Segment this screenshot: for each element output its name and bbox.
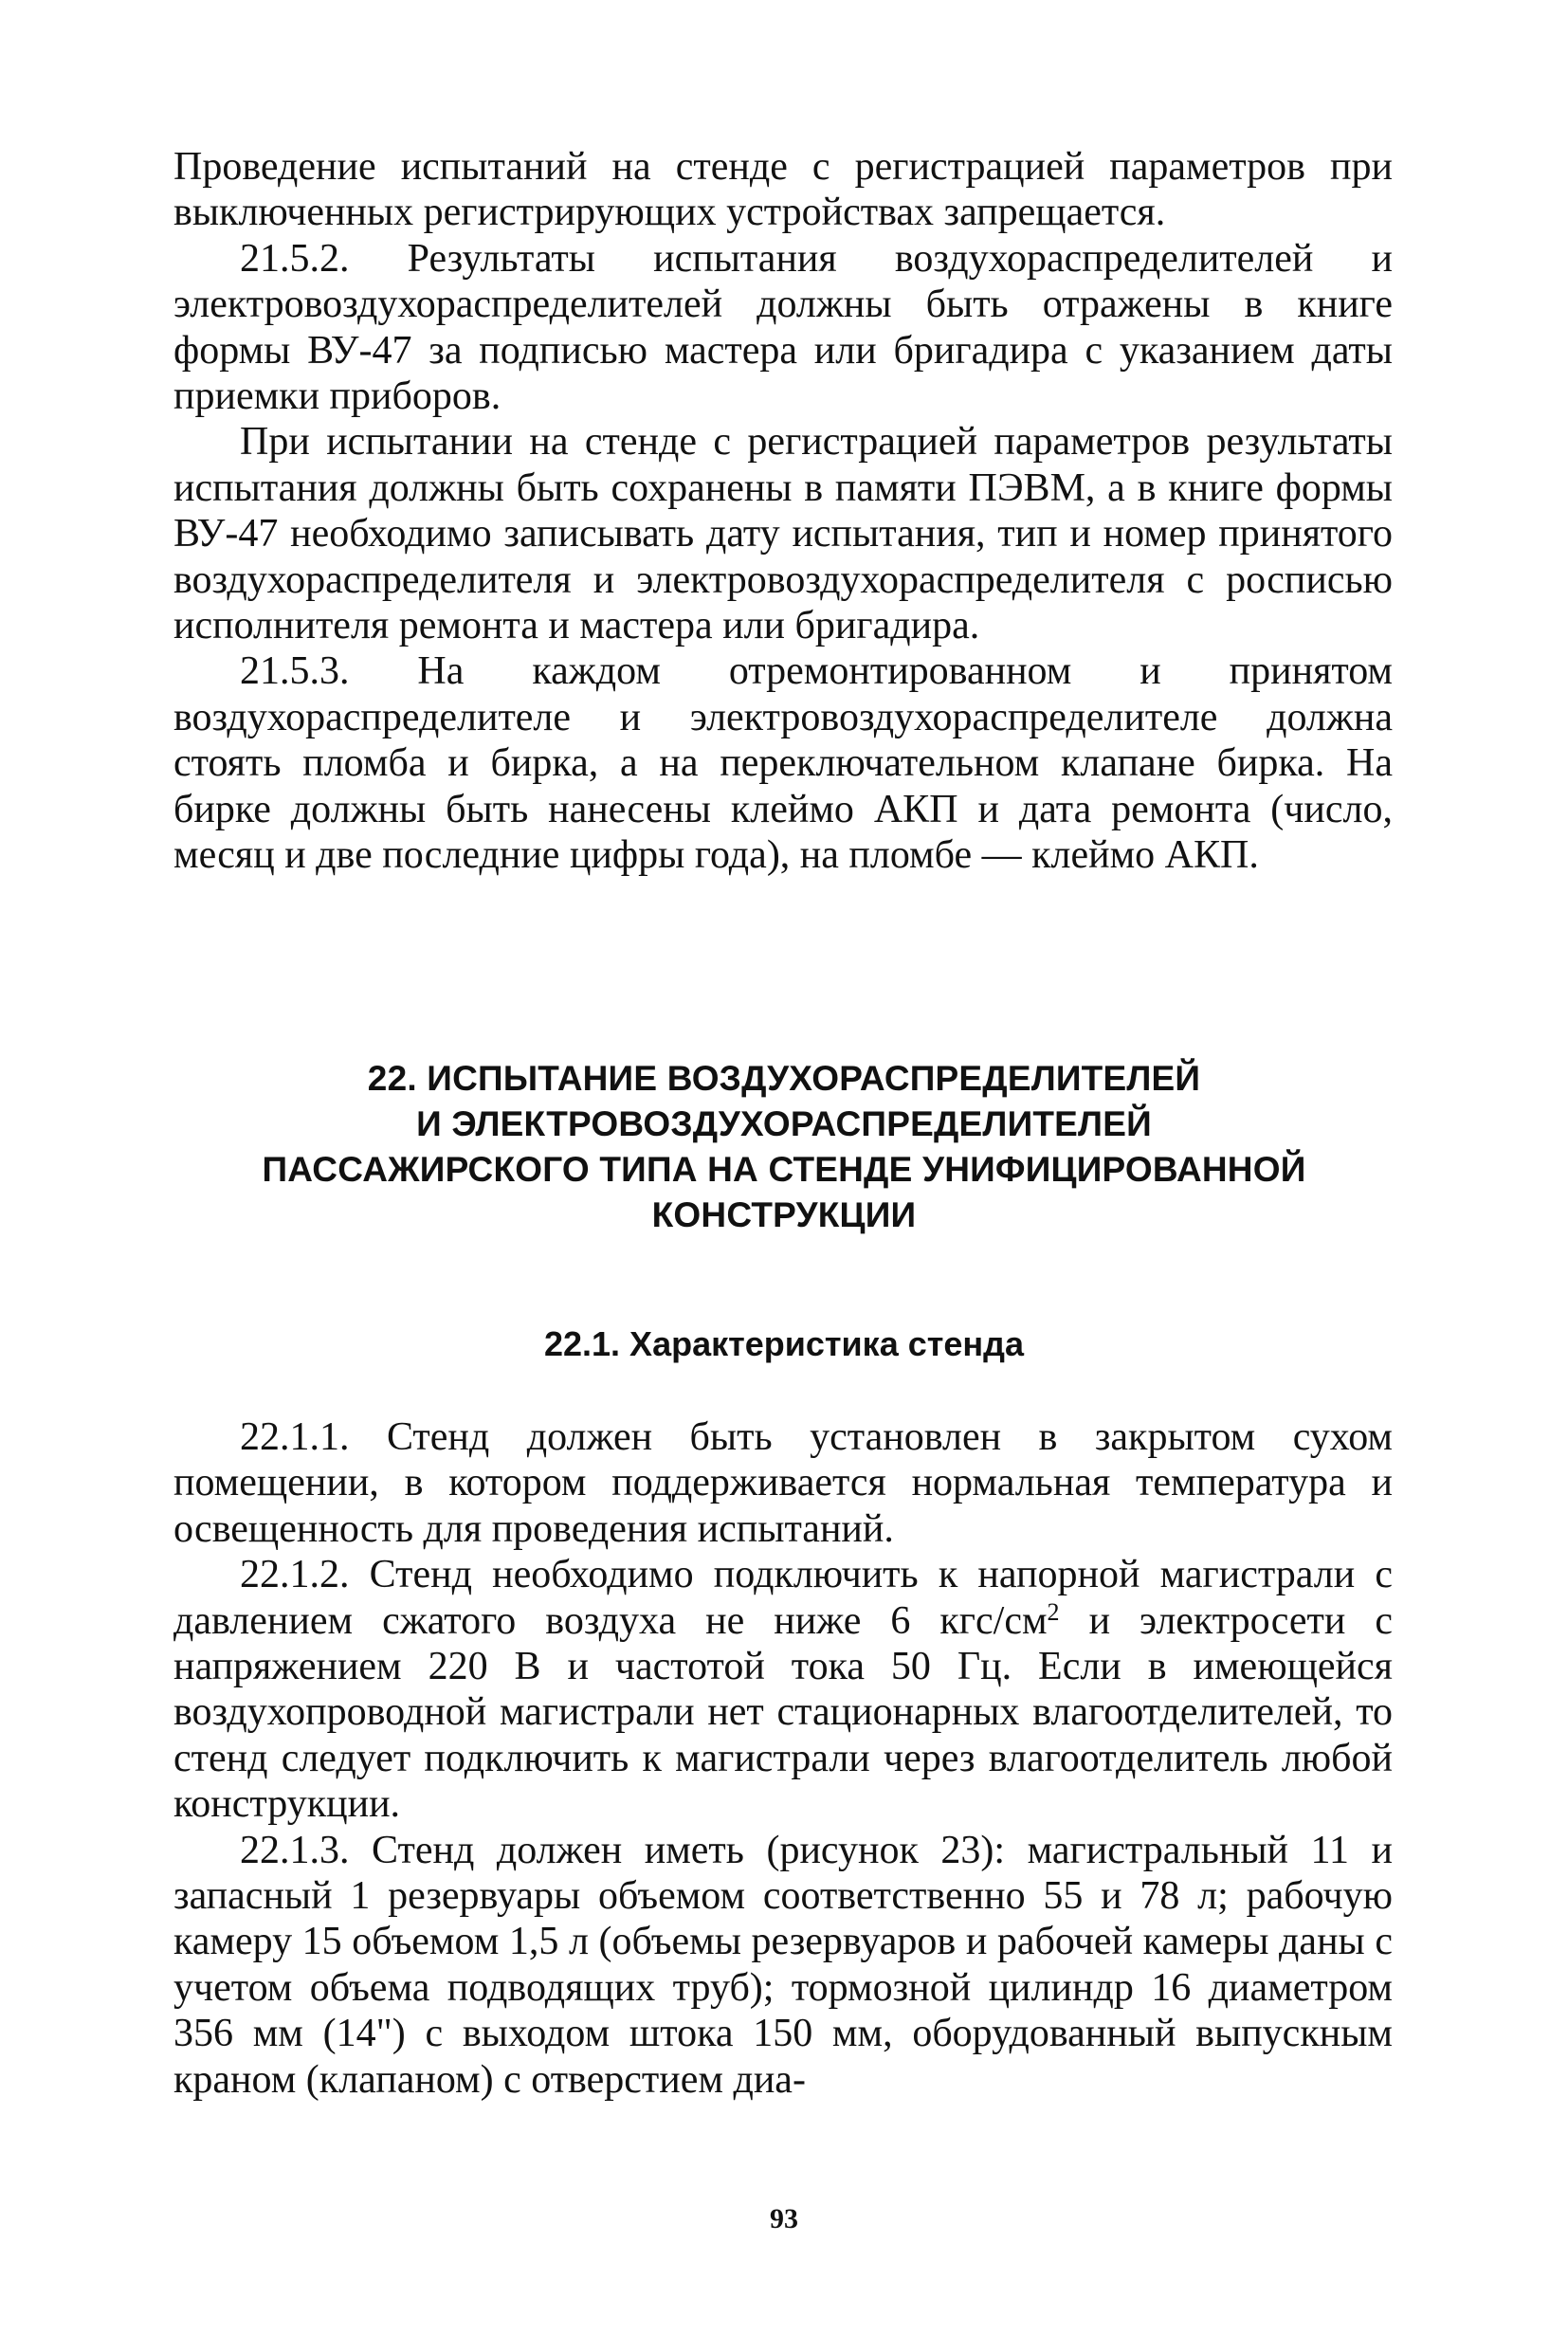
paragraph-22-1-1: 22.1.1. Стенд должен быть установлен в закрытом сухом помещении, в котором поддерживается нормальная температура и освещенность для проведения испытаний. [173,1415,1393,1551]
paragraph-22-1-3: 22.1.3. Стенд должен иметь (рисунок 23): магистральный 11 и запасный 1 резервуары объемом соответственно 55 и 78 л; рабочую камеру 15 объемом 1,5 л (объемы резервуаров и рабочей камеры даны с учетом объема подводящих труб); тормозной цилиндр 16 диаметром 356 мм (14") с выходом штока 150 мм, оборудованный выпускным краном (клапаном) с отверстием диа- [173,1828,1393,2102]
section-heading-22 [142,1056,1426,1238]
paragraph-21-5-2: 21.5.2. Результаты испытания воздухораспределителей и электровоздухораспределителей должны быть отражены в книге формы ВУ-47 за подписью мастера или бригадира с указанием даты приемки приборов. [173,236,1393,419]
bottom-text-block [173,1414,1393,2103]
paragraph-21-5-3: 21.5.3. На каждом отремонтированном и принятом воздухораспределителе и электровоздухораспределителе должна стоять пломба и бирка, а на переключательном клапане бирка. На бирке должны быть нанесены клеймо АКП и дата ремонта (число, месяц и две последние цифры года), на пломбе — клеймо АКП. [173,649,1393,878]
paragraph-22-1-2 [173,1552,1393,1827]
subsection-heading-22-1: 22.1. Характеристика стенда [543,1324,1025,1363]
paragraph-22-1-2-end: и электросети с напряжением 220 В и частотой тока 50 Гц. Если в имеющейся воздухопроводной магистрали нет стационарных влагоотделителей, то стенд следует подключить к магистрали через влагоотделитель любой конструкции. [173,1598,1393,1827]
section-heading-line: И ЭЛЕКТРОВОЗДУХОРАСПРЕДЕЛИТЕЛЕЙ [416,1104,1152,1143]
page-number: 93 [770,2203,798,2234]
paragraph-pc-results: При испытании на стенде с регистрацией параметров результаты испытания должны быть сохранены в памяти ПЭВМ, а в книге формы ВУ-47 необходимо записывать дату испытания, тип и номер принятого воздухораспределителя и электровоздухораспределителя с росписью исполнителя ремонта и мастера или бригадира. [173,420,1393,648]
superscript-2: 2 [1047,1597,1060,1626]
paragraph-22-1-2-start: 22.1.2. Стенд необходимо подключить к напорной магистрали с давлением сжатого воздуха не ниже 6 кгс/см [173,1553,1393,1643]
section-heading-line: ПАССАЖИРСКОГО ТИПА НА СТЕНДЕ УНИФИЦИРОВАННОЙ [262,1150,1306,1189]
section-heading-line: КОНСТРУКЦИИ [651,1195,917,1234]
top-text-block [173,144,1393,879]
paragraph-registration-note: Проведение испытаний на стенде с регистрацией параметров при выключенных регистрирующих устройствах запрещается. [173,145,1393,235]
section-heading-line: 22. ИСПЫТАНИЕ ВОЗДУХОРАСПРЕДЕЛИТЕЛЕЙ [367,1059,1201,1098]
